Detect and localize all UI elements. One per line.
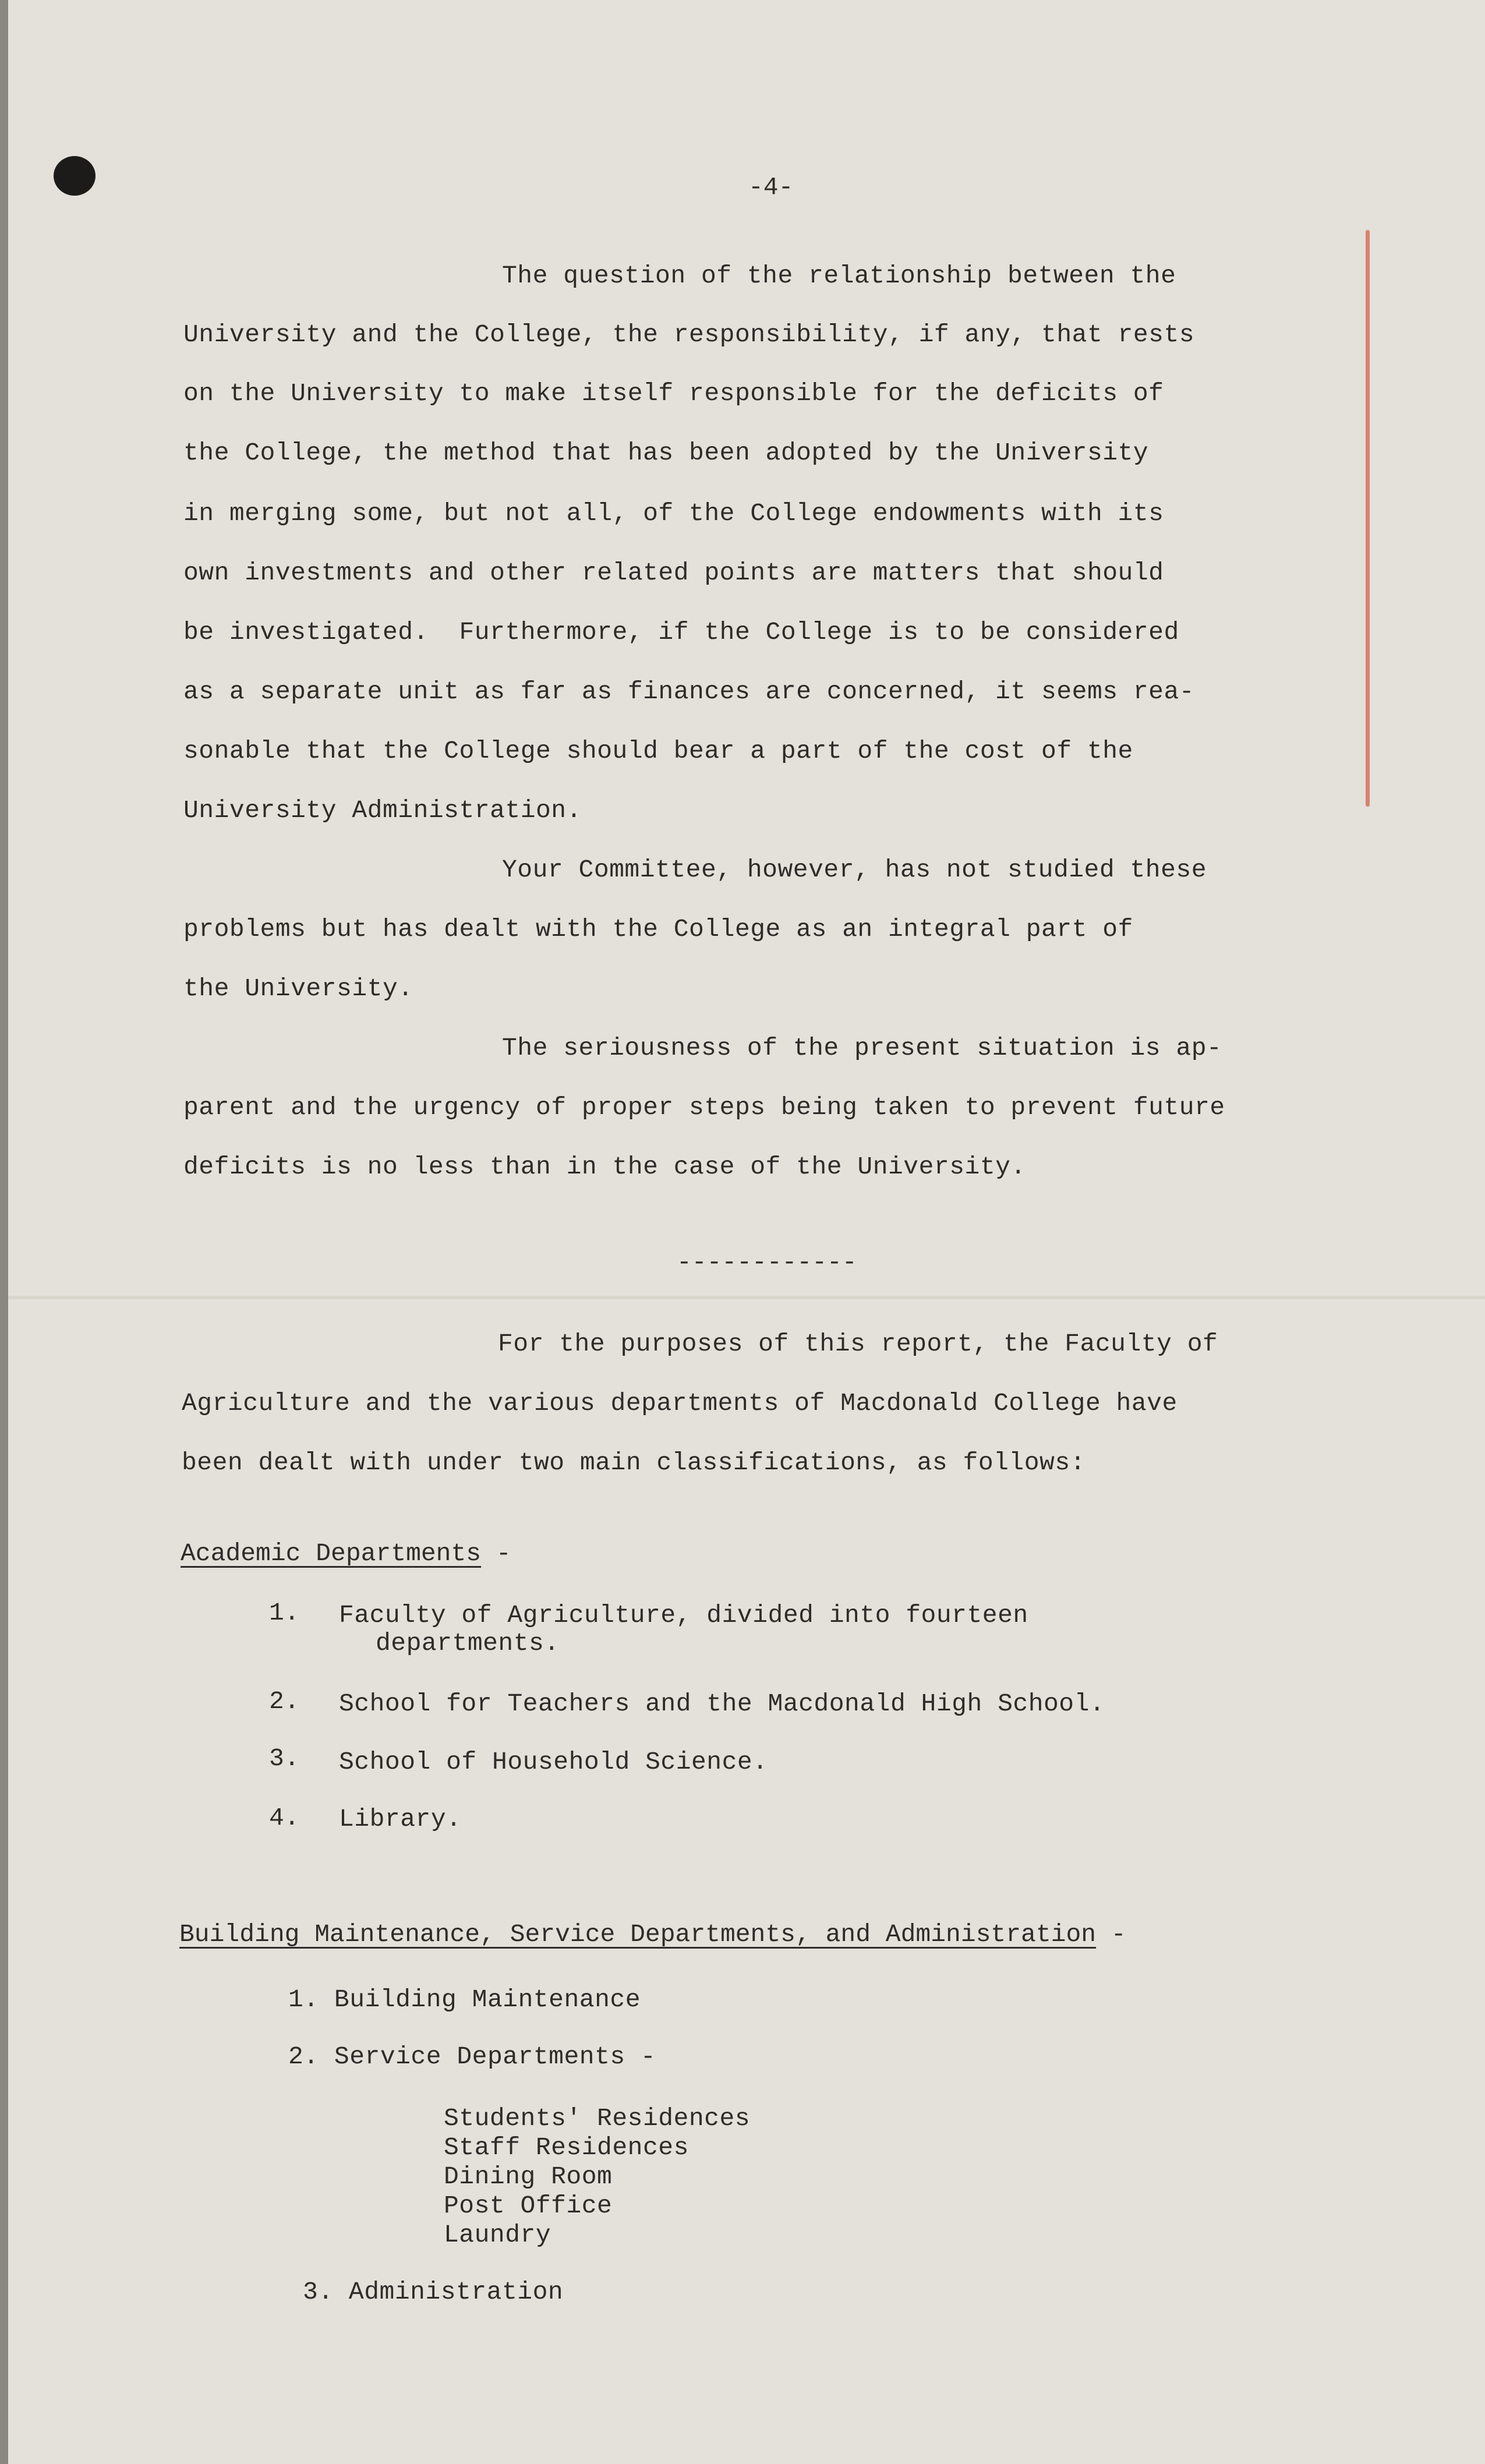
academic-item-1-number: 1. (269, 1599, 300, 1627)
paragraph-2-line-2: problems but has dealt with the College as an integral part of (183, 915, 1133, 943)
service-sub-item-2: Staff Residences (444, 2133, 689, 2162)
paragraph-2-line-3: the University. (183, 974, 413, 1003)
service-sub-item-5: Laundry (444, 2221, 551, 2249)
building-maintenance-heading (179, 1922, 1126, 1947)
academic-item-1-line-1: Faculty of Agriculture, divided into fourteen (339, 1601, 1028, 1629)
academic-heading-dash: - (481, 1539, 511, 1568)
academic-item-3-number: 3. (269, 1744, 300, 1773)
building-item-3: 3. Administration (303, 2278, 564, 2306)
paragraph-1-line-1: The question of the relationship between the (502, 261, 1176, 290)
paragraph-1-line-3: on the University to make itself responsible for the deficits of (183, 379, 1164, 408)
punch-hole (54, 156, 96, 196)
paragraph-1-line-10: University Administration. (183, 796, 582, 825)
section-separator: ------------ (677, 1248, 857, 1277)
academic-departments-heading (181, 1541, 511, 1566)
paragraph-1-line-8: as a separate unit as far as finances are concerned, it seems rea- (183, 677, 1195, 706)
paper-fold (8, 1296, 1485, 1299)
building-item-1: 1. Building Maintenance (288, 1985, 641, 2014)
service-sub-item-4: Post Office (444, 2191, 613, 2220)
academic-item-2-number: 2. (269, 1687, 300, 1716)
service-sub-item-3: Dining Room (444, 2162, 613, 2191)
building-heading-dash: - (1096, 1920, 1126, 1949)
paragraph-4-line-3: been dealt with under two main classifications, as follows: (182, 1448, 1086, 1477)
paragraph-4-line-2: Agriculture and the various departments of Macdonald College have (182, 1389, 1178, 1417)
paragraph-1-line-4: the College, the method that has been adopted by the University (183, 439, 1149, 467)
paragraph-3-line-1: The seriousness of the present situation is ap- (502, 1034, 1222, 1062)
paragraph-3-line-3: deficits is no less than in the case of the University. (183, 1153, 1026, 1181)
paragraph-2-line-1: Your Committee, however, has not studied these (502, 855, 1207, 884)
paragraph-1-line-2: University and the College, the responsibility, if any, that rests (183, 320, 1195, 349)
building-heading-text: Building Maintenance, Service Departments, and Administration (179, 1920, 1097, 1949)
academic-item-3-text: School of Household Science. (339, 1748, 768, 1776)
academic-item-4-number: 4. (269, 1804, 300, 1832)
paragraph-1-line-9: sonable that the College should bear a part of the cost of the (183, 737, 1133, 765)
paragraph-1-line-7: be investigated. Furthermore, if the College is to be considered (183, 618, 1179, 646)
paragraph-1-line-6: own investments and other related points are matters that should (183, 558, 1164, 587)
paragraph-1-line-5: in merging some, but not all, of the College endowments with its (183, 499, 1164, 528)
academic-item-4-text: Library. (339, 1805, 462, 1833)
service-sub-item-1: Students' Residences (444, 2104, 751, 2133)
academic-item-1-line-2: departments. (376, 1629, 560, 1657)
building-item-2: 2. Service Departments - (288, 2042, 656, 2071)
paragraph-3-line-2: parent and the urgency of proper steps being taken to prevent future (183, 1093, 1225, 1122)
page-number: -4- (748, 173, 794, 201)
red-margin-mark (1366, 230, 1370, 807)
academic-item-2-text: School for Teachers and the Macdonald High School. (339, 1689, 1105, 1718)
paragraph-4-line-1: For the purposes of this report, the Faculty of (498, 1330, 1218, 1358)
page-edge-shadow (0, 0, 8, 2464)
academic-heading-text: Academic Departments (181, 1539, 482, 1568)
